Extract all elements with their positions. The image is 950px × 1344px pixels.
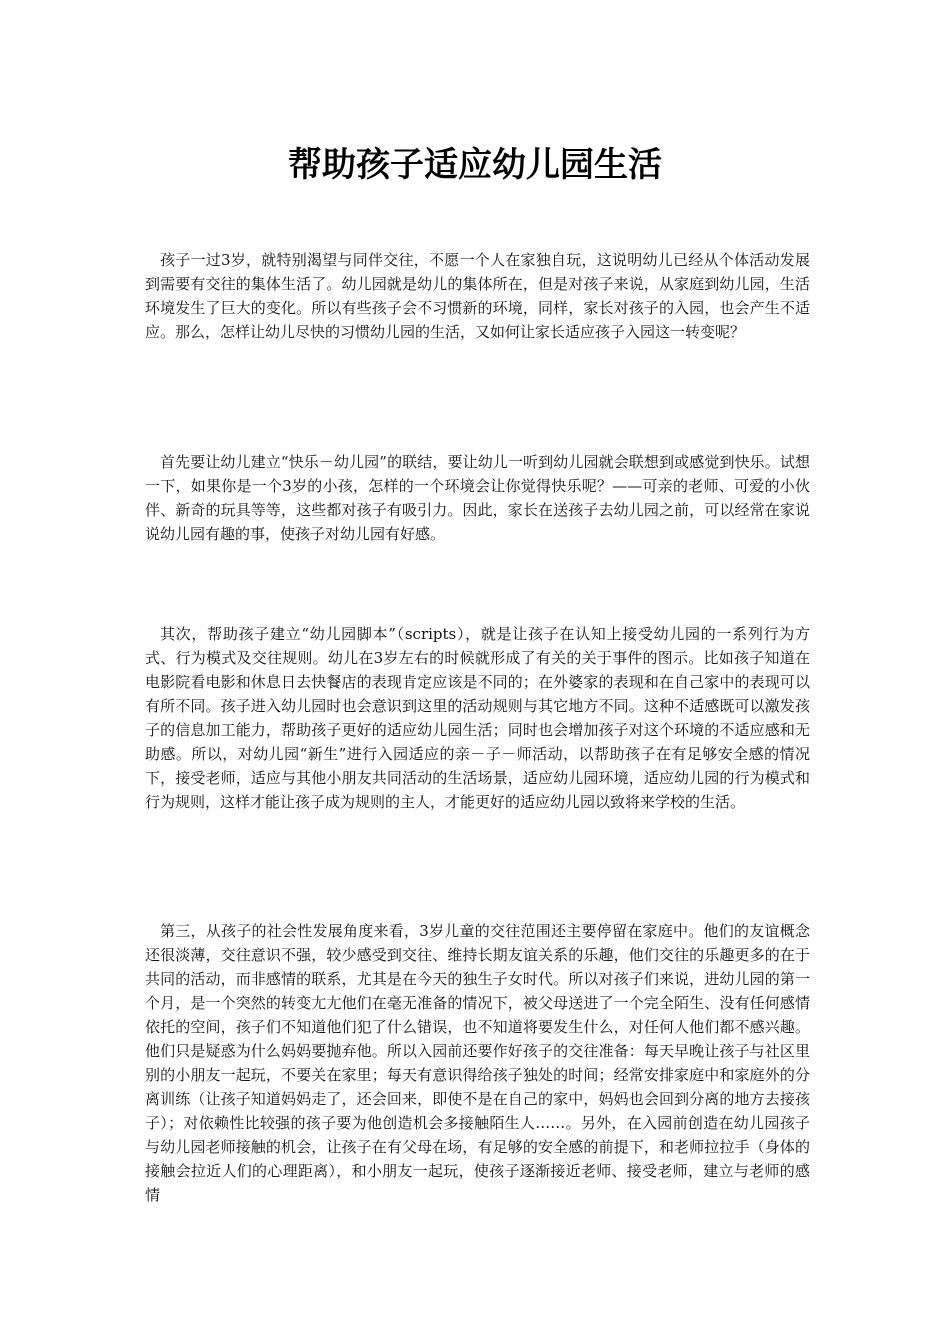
document-title: 帮助孩子适应幼儿园生活 xyxy=(288,145,662,185)
paragraph-intro: 孩子一过3岁，就特别渴望与同伴交往，不愿一个人在家独自玩，这说明幼儿已经从个体活动发展到需要有交往的集体生活了。幼儿园就是幼儿的集体所在，但是对孩子来说，从家庭到幼儿园，生活环境发生了巨大的变化。所以有些孩子会不习惯新的环境，同样，家长对孩子的入园，也会产生不适应。那么，怎样让幼儿尽快的习惯幼儿园的生活，又如何让家长适应孩子入园这一转变呢？ xyxy=(145,251,810,341)
paragraph-third-point: 第三，从孩子的社会性发展角度来看，3岁儿童的交往范围还主要停留在家庭中。他们的友谊概念还很淡薄，交往意识不强，较少感受到交往、维持长期友谊关系的乐趣，他们交往的乐趣更多的在于共同的活动，而非感情的联系，尤其是在今天的独生子女时代。所以对孩子们来说，进幼儿园的第一个月，是一个突然的转变尢尢他们在毫无准备的情况下，被父母送进了一个完全陌生、没有任何感情依托的空间，孩子们不知道他们犯了什么错误，也不知道将要发生什么，对任何人他们都不感兴趣。他们只是疑惑为什么妈妈要抛弃他。所以入园前还要作好孩子的交往准备：每天早晚让孩子与社区里别的小朋友一起玩，不要关在家里；每天有意识得给孩子独处的时间；经常安排家庭中和家庭外的分离训练（让孩子知道妈妈走了，还会回来，即使不是在自己的家中，妈妈也会回到分离的地方去接孩子）；对依赖性比较强的孩子要为他创造机会多接触陌生人……。另外，在入园前创造在幼儿园孩子与幼儿园老师接触的机会，让孩子在有父母在场，有足够的安全感的前提下，和老师拉拉手（身体的接触会拉近人们的心理距离），和小朋友一起玩，使孩子逐渐接近老师、接受老师，建立与老师的感情 xyxy=(145,922,810,1204)
paragraph-second-point: 其次，帮助孩子建立“幼儿园脚本”（scripts），就是让孩子在认知上接受幼儿园的一系列行为方式、行为模式及交往规则。幼儿在3岁左右的时候就形成了有关的关于事件的图示。比如孩子知道在电影院看电影和休息日去快餐店的表现肯定应该是不同的；在外婆家的表现和在自己家中的表现可以有所不同。孩子进入幼儿园时也会意识到这里的活动规则与其它地方不同。这种不适感既可以激发孩子的信息加工能力，帮助孩子更好的适应幼儿园生活；同时也会增加孩子对这个环境的不适应感和无助感。所以，对幼儿园“新生”进行入园适应的亲－子－师活动，以帮助孩子在有足够安全感的情况下，接受老师，适应与其他小朋友共同活动的生活场景，适应幼儿园环境，适应幼儿园的行为模式和行为规则，这样才能让孩子成为规则的主人，才能更好的适应幼儿园以致将来学校的生活。 xyxy=(145,625,810,811)
paragraph-first-point: 首先要让幼儿建立“快乐－幼儿园”的联结，要让幼儿一听到幼儿园就会联想到或感觉到快乐。试想一下，如果你是一个3岁的小孩，怎样的一个环境会让你觉得快乐呢？——可亲的老师、可爱的小伙伴、新奇的玩具等等，这些都对孩子有吸引力。因此，家长在送孩子去幼儿园之前，可以经常在家说说幼儿园有趣的事，使孩子对幼儿园有好感。 xyxy=(145,453,810,543)
